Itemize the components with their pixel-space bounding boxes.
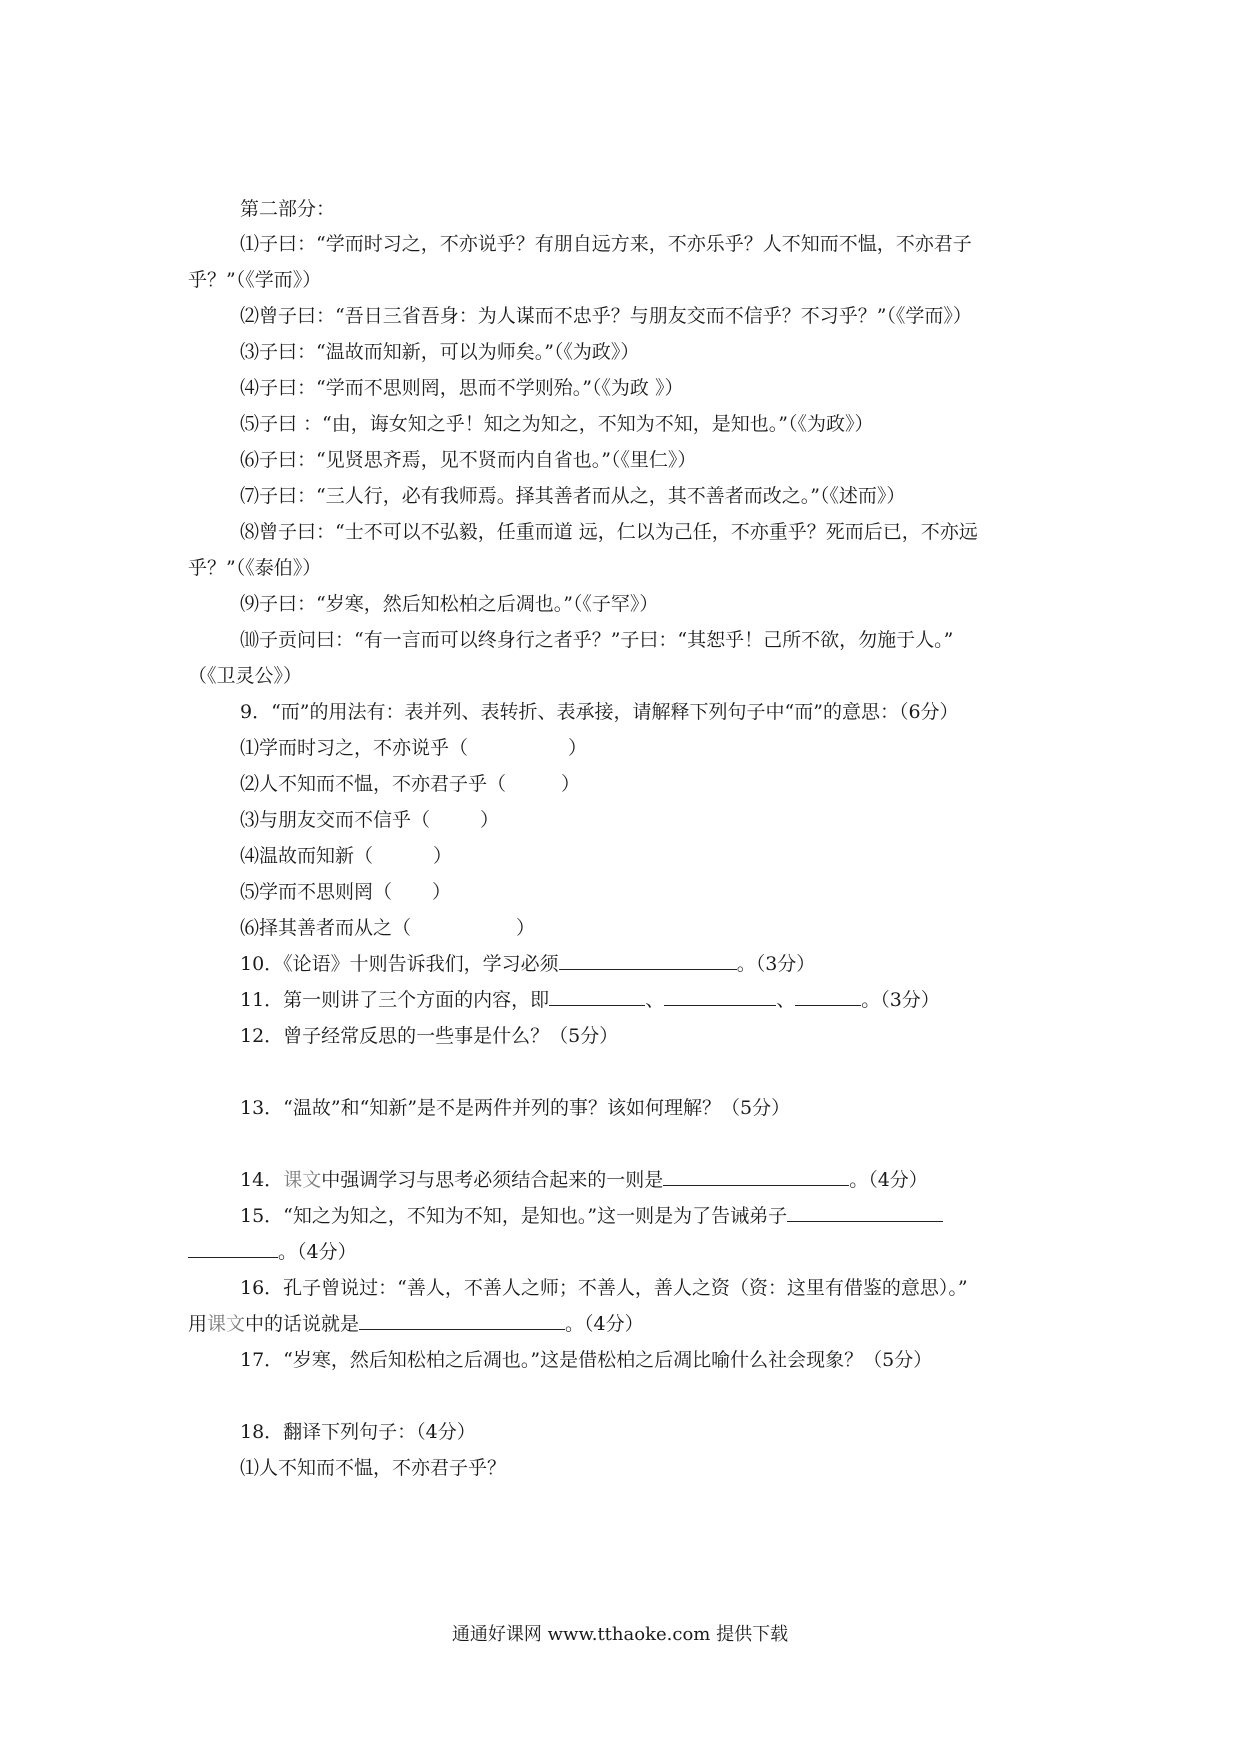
answer-blank[interactable] bbox=[188, 1239, 278, 1258]
question-14-number: 14． bbox=[240, 1169, 284, 1191]
passage-9: ⑼子曰：“岁寒，然后知松柏之后凋也。”（《子罕》） bbox=[240, 593, 659, 615]
passage-10-line2: （《卫灵公》） bbox=[188, 665, 303, 687]
passage-6: ⑹子曰：“见贤思齐焉，见不贤而内自省也。”（《里仁》） bbox=[240, 449, 697, 471]
question-15-line2 bbox=[188, 1238, 357, 1266]
question-14-text: 中强调学习与思考必须结合起来的一则是 bbox=[321, 1169, 664, 1191]
answer-blank[interactable] bbox=[663, 1167, 849, 1186]
passage-7: ⑺子曰：“三人行，必有我师焉。择其善者而从之，其不善者而改之。”（《述而》） bbox=[240, 485, 906, 507]
answer-blank[interactable] bbox=[559, 951, 737, 970]
question-17: 17．“岁寒，然后知松柏之后凋也。”这是借松柏之后凋比喻什么社会现象？（5分） bbox=[240, 1349, 933, 1371]
question-18-item-1: ⑴人不知而不愠，不亦君子乎？ bbox=[240, 1457, 507, 1479]
question-10-score: 。（3分） bbox=[736, 953, 816, 975]
item-close: ） bbox=[480, 809, 500, 831]
question-9-item-4 bbox=[240, 842, 452, 870]
textbook-link[interactable]: 课文 bbox=[207, 1313, 246, 1335]
item-close: ） bbox=[568, 737, 588, 759]
answer-blank[interactable] bbox=[359, 1311, 565, 1330]
passage-4: ⑷子曰：“学而不思则罔，思而不学则殆。”（《为政 》） bbox=[240, 377, 684, 399]
question-13: 13．“温故”和“知新”是不是两件并列的事？该如何理解？（5分） bbox=[240, 1097, 791, 1119]
separator: 、 bbox=[776, 989, 796, 1011]
question-10 bbox=[240, 950, 815, 978]
question-15-line1 bbox=[240, 1202, 943, 1230]
question-9-prompt: 9．“而”的用法有：表并列、表转折、表承接，请解释下列句子中“而”的意思：（6分） bbox=[240, 701, 959, 723]
section-title: 第二部分： bbox=[240, 198, 336, 220]
passage-1-line1: ⑴子曰：“学而时习之，不亦说乎？有朋自远方来，不亦乐乎？人不知而不愠，不亦君子 bbox=[240, 233, 972, 255]
item-close: ） bbox=[516, 917, 536, 939]
question-15-text: 15．“知之为知之，不知为不知，是知也。”这一则是为了告诫弟子 bbox=[240, 1205, 788, 1227]
question-11 bbox=[240, 986, 940, 1014]
question-16-prefix: 用 bbox=[188, 1313, 208, 1335]
question-9-item-3 bbox=[240, 806, 499, 834]
item-text: ⑹择其善者而从之（ bbox=[240, 917, 412, 939]
item-text: ⑸学而不思则罔（ bbox=[240, 881, 393, 903]
answer-blank[interactable] bbox=[664, 987, 776, 1006]
question-9-item-5 bbox=[240, 878, 451, 906]
passage-8-line2: 乎？”（《泰伯》） bbox=[188, 557, 322, 579]
question-14-score: 。（4分） bbox=[849, 1169, 928, 1191]
item-close: ） bbox=[561, 773, 581, 795]
item-text: ⑵人不知而不愠，不亦君子乎（ bbox=[240, 773, 507, 795]
passage-8-line1: ⑻曾子曰：“士不可以不弘毅，任重而道 远，仁以为己任，不亦重乎？死而后已，不亦远 bbox=[240, 521, 978, 543]
item-text: ⑴学而时习之，不亦说乎（ bbox=[240, 737, 469, 759]
question-15-score: 。（4分） bbox=[278, 1241, 357, 1263]
question-11-text: 11．第一则讲了三个方面的内容，即 bbox=[240, 989, 550, 1011]
question-16-score: 。（4分） bbox=[565, 1313, 644, 1335]
question-14 bbox=[240, 1166, 928, 1194]
question-9-item-2 bbox=[240, 770, 580, 798]
item-close: ） bbox=[433, 845, 453, 867]
question-10-text: 10．《论语》十则告诉我们，学习必须 bbox=[240, 953, 559, 975]
question-16-text: 中的话说就是 bbox=[245, 1313, 360, 1335]
question-9-item-6 bbox=[240, 914, 535, 942]
question-16-line2 bbox=[188, 1310, 644, 1338]
separator: 、 bbox=[645, 989, 665, 1011]
item-close: ） bbox=[432, 881, 452, 903]
question-11-score: 。（3分） bbox=[861, 989, 940, 1011]
passage-10-line1: ⑽子贡问曰：“有一言而可以终身行之者乎？”子曰：“其恕乎！己所不欲，勿施于人。” bbox=[240, 629, 954, 651]
page-footer: 通通好课网 www.tthaoke.com 提供下载 bbox=[451, 1624, 789, 1645]
question-18-prompt: 18．翻译下列句子：（4分） bbox=[240, 1421, 476, 1443]
passage-1-line2: 乎？”（《学而》） bbox=[188, 269, 322, 291]
passage-5: ⑸子曰 ：“由，诲女知之乎！知之为知之，不知为不知，是知也。”（《为政》） bbox=[240, 413, 874, 435]
item-text: ⑷温故而知新（ bbox=[240, 845, 374, 867]
question-9-item-1 bbox=[240, 734, 587, 762]
passage-2: ⑵曾子曰：“吾日三省吾身：为人谋而不忠乎？与朋友交而不信乎？不习乎？”（《学而》） bbox=[240, 305, 972, 327]
question-16-line1: 16．孔子曾说过：“善人，不善人之师；不善人，善人之资（资：这里有借鉴的意思）。” bbox=[240, 1277, 968, 1299]
textbook-link[interactable]: 课文 bbox=[283, 1169, 322, 1191]
passage-3: ⑶子曰：“温故而知新，可以为师矣。”（《为政》） bbox=[240, 341, 640, 363]
answer-blank[interactable] bbox=[795, 987, 861, 1006]
question-12: 12．曾子经常反思的一些事是什么？（5分） bbox=[240, 1025, 619, 1047]
item-text: ⑶与朋友交而不信乎（ bbox=[240, 809, 431, 831]
answer-blank[interactable] bbox=[549, 987, 645, 1006]
answer-blank[interactable] bbox=[787, 1203, 943, 1222]
